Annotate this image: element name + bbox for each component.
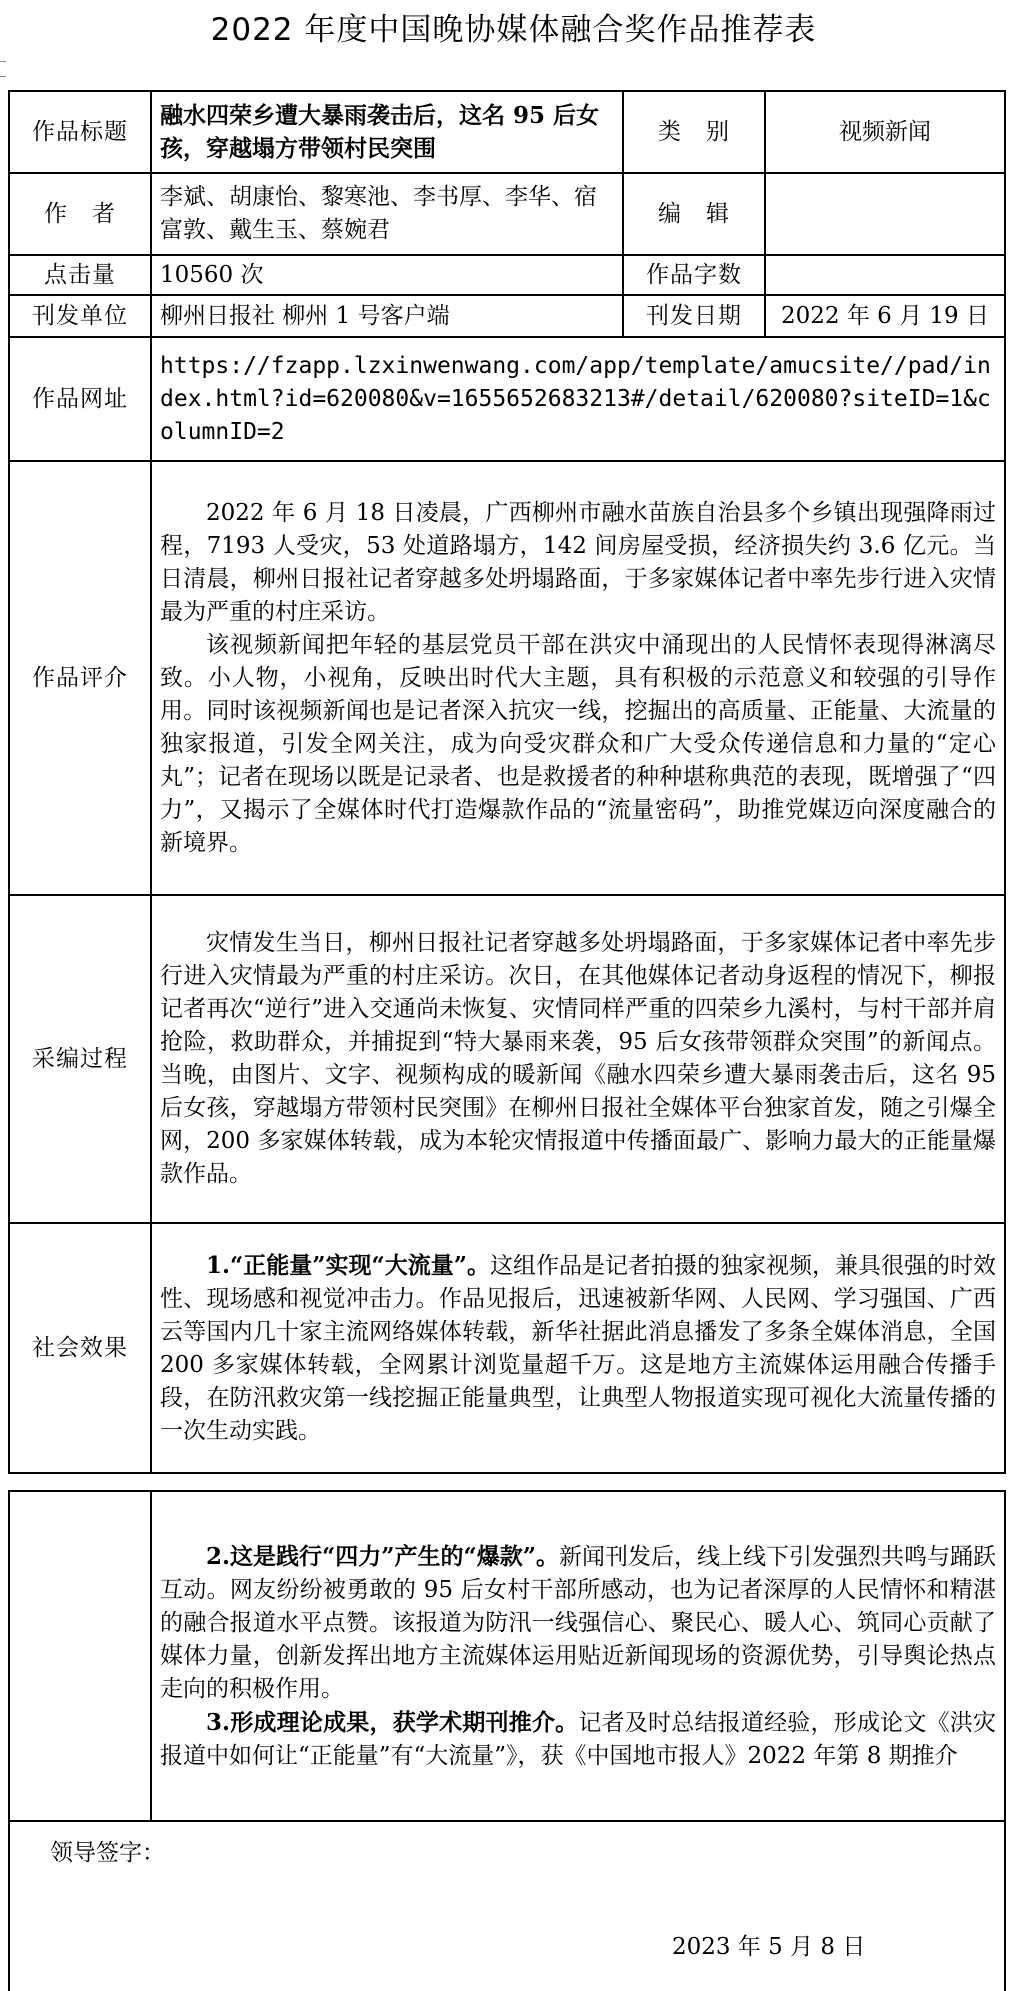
effect-heading: 2.这是践行“四力”产生的“爆款”。 [206,1542,559,1570]
title-label: 作品标题 [9,91,151,173]
author-value: 李斌、胡康怡、黎寒池、李书厚、李华、宿富敦、戴生玉、蔡婉君 [151,173,623,255]
process-paragraph: 灾情发生当日，柳州日报社记者穿越多处坍塌路面，于多家媒体记者中率先步行进入灾情最为严重的村庄采访。次日，在其他媒体记者动身返程的情况下，柳报记者再次“逆行”进入交通尚未恢复、灾情同样严重的四荣乡九溪村，与村干部并肩抢险，救助群众，并捕捉到“特大暴雨来袭，95 后女孩带领群众突围”的新闻点。当晚，由图片、文字、视频构成的暖新闻《融水四荣乡遭大暴雨袭击后，这名 95 后女孩，穿越塌方带领村民突围》在柳州日报社全媒体平台独家首发，随之引爆全网，200 多家媒体转载，成为本轮灾情报道中传播面最广、影响力最大的正能量爆款作品。 [160,930,996,1187]
title-value: 融水四荣乡遭大暴雨袭击后，这名 95 后女孩，穿越塌方带领村民突围 [151,91,623,173]
wordcount-label: 作品字数 [623,255,765,295]
review-paragraph: 2022 年 6 月 18 日凌晨，广西柳州市融水苗族自治县多个乡镇出现强降雨过程，7193 人受灾，53 处道路塌方，142 间房屋受损，经济损失约 3.6 亿元。当日清晨，柳州日报社记者穿越多处坍塌路面，于多家媒体记者中率先步行进入灾情最为严重的村庄采访。 [160,499,996,625]
editor-value [765,173,1005,255]
editor-label: 编 辑 [623,173,765,255]
date-value: 2022 年 6 月 19 日 [765,295,1005,337]
clicks-label: 点击量 [9,255,151,295]
effect-paragraph: 1.“正能量”实现“大流量”。这组作品是记者拍摄的独家视频，兼具很强的时效性、现场感和视觉冲击力。作品见报后，迅速被新华网、人民网、学习强国、广西云等国内几十家主流网络媒体转载，新华社据此消息播发了多条全媒体消息，全国 200 多家媒体转载，全网累计浏览量超千万。这是地方主流媒体运用融合传播手段，在防汛救灾第一线挖掘正能量典型，让典型人物报道实现可视化大流量传播的一次生动实践。 [160,1251,996,1444]
wordcount-value [765,255,1005,295]
review-paragraph: 该视频新闻把年轻的基层党员干部在洪灾中涌现出的人民情怀表现得淋漓尽致。小人物，小视角，反映出时代大主题，具有积极的示范意义和较强的引导作用。同时该视频新闻也是记者深入抗灾一线，挖掘出的高质量、正能量、大流量的独家报道，引发全网关注，成为向受灾群众和广大受众传递信息和力量的“定心丸”；记者在现场以既是记录者、也是救援者的种种堪称典范的表现，既增强了“四力”，又揭示了全媒体时代打造爆款作品的“流量密码”，助推党媒迈向深度融合的新境界。 [160,631,996,856]
review-label: 作品评介 [9,461,151,895]
author-label: 作 者 [9,173,151,255]
url-label: 作品网址 [9,337,151,461]
publisher-value: 柳州日报社 柳州 1 号客户端 [151,295,623,337]
margin-tick [0,76,6,77]
effect-label: 社会效果 [9,1223,151,1473]
process-label: 采编过程 [9,895,151,1223]
category-label: 类 别 [623,91,765,173]
date-label: 刊发日期 [623,295,765,337]
margin-tick [0,61,6,62]
effect-paragraph: 3.形成理论成果，获学术期刊推介。记者及时总结报道经验，形成论文《洪灾报道中如何让“正能量”有“大流量”》，获《中国地市报人》2022 年第 8 期推介 [160,1708,997,1769]
signature-label: 领导签字： [50,1840,165,1866]
document-title: 2022 年度中国晚协媒体融合奖作品推荐表 [210,12,817,48]
recommendation-table [8,90,1006,1474]
effect-heading: 3.形成理论成果，获学术期刊推介。 [206,1708,579,1736]
clicks-value: 10560 次 [151,255,623,295]
signature-date: 2023 年 5 月 8 日 [672,1934,866,1960]
category-value: 视频新闻 [765,91,1005,173]
effect-heading: 1.“正能量”实现“大流量”。 [206,1251,490,1279]
effect-paragraph: 2.这是践行“四力”产生的“爆款”。新闻刊发后，线上线下引发强烈共鸣与踊跃互动。网友纷纷被勇敢的 95 后女村干部所感动，也为记者深厚的人民情怀和精湛的融合报道水平点赞。该报道为防汛一线强信心、聚民心、暖人心、筑同心贡献了媒体力量，创新发挥出地方主流媒体运用贴近新闻现场的资源优势，引导舆论热点走向的积极作用。 [160,1542,997,1702]
publisher-label: 刊发单位 [9,295,151,337]
url-value: https://fzapp.lzxinwenwang.com/app/template/amucsite//pad/index.html?id=620080&v=1655652683213#/detail/620080?siteID=1&columnID=2 [151,337,1005,461]
recommendation-table-continued [8,1490,1006,1991]
